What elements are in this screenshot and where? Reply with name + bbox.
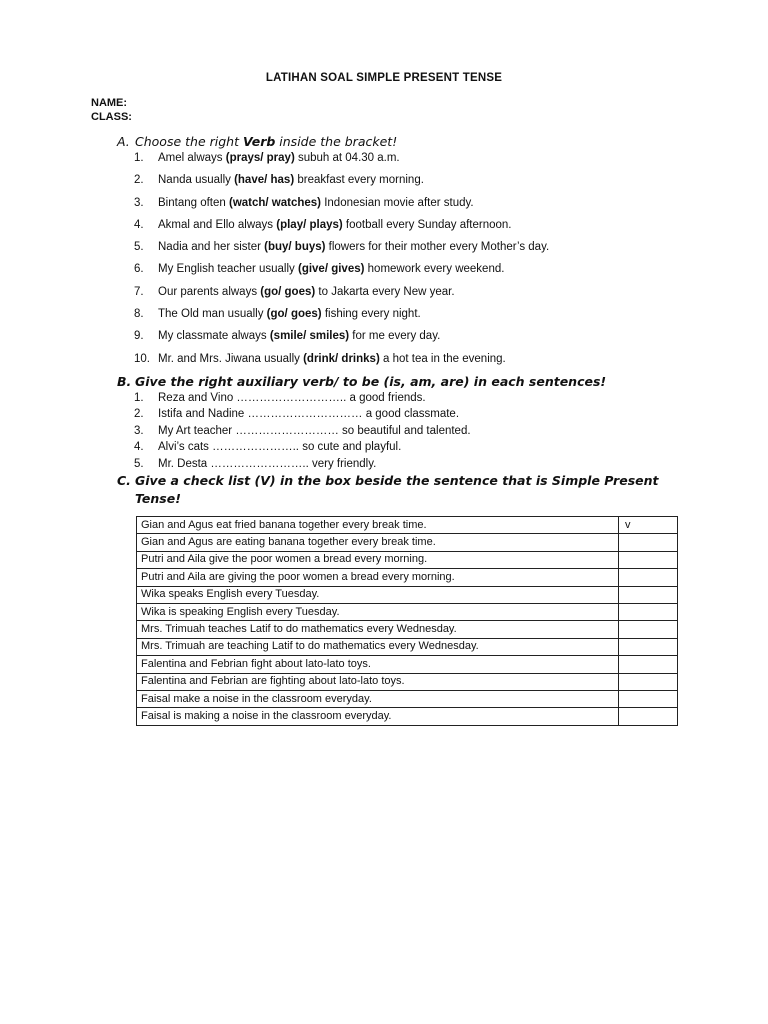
item-text: Reza and Vino ……………………….. a good friends. bbox=[158, 392, 426, 404]
list-item bbox=[134, 328, 549, 350]
table-row bbox=[137, 534, 678, 551]
list-item bbox=[134, 351, 549, 373]
item-text: My classmate always bbox=[158, 330, 270, 343]
item-choice: (prays/ pray) bbox=[225, 152, 295, 164]
table-row bbox=[137, 638, 678, 655]
item-choice: (give/ gives) bbox=[297, 263, 365, 276]
item-number: 4. bbox=[134, 441, 144, 454]
table-row bbox=[137, 656, 678, 673]
section-b-letter: B. bbox=[117, 374, 132, 389]
section-a-text-before: Choose the right bbox=[135, 134, 243, 149]
table-row bbox=[137, 569, 678, 586]
item-number: 3. bbox=[134, 196, 144, 209]
check-box-cell[interactable] bbox=[619, 569, 678, 586]
item-choice: (buy/ buys) bbox=[264, 241, 326, 254]
check-box-cell[interactable] bbox=[619, 656, 678, 673]
item-text: My English teacher usually bbox=[158, 263, 298, 276]
section-a-letter: A. bbox=[117, 134, 130, 149]
item-text: football every Sunday afternoon. bbox=[342, 218, 512, 231]
item-choice: (go/ goes) bbox=[260, 285, 316, 298]
section-a-text-bold: Verb bbox=[242, 134, 276, 149]
sentence-cell: Faisal is making a noise in the classroom everyday. bbox=[137, 708, 619, 725]
section-b-text-bold: auxiliary verb/ to be (is, am, are) bbox=[236, 374, 470, 389]
check-box-cell[interactable] bbox=[619, 638, 678, 655]
check-box-cell[interactable] bbox=[619, 586, 678, 603]
section-b-text-before: Give the right bbox=[135, 374, 237, 389]
item-choice: (play/ plays) bbox=[276, 218, 343, 231]
item-text: breakfast every morning. bbox=[294, 174, 424, 187]
item-choice: (have/ has) bbox=[234, 174, 295, 187]
section-c-heading-continued bbox=[135, 491, 181, 506]
list-item bbox=[134, 439, 471, 455]
item-number: 2. bbox=[134, 174, 144, 187]
table-row bbox=[137, 690, 678, 707]
item-number: 2. bbox=[134, 408, 144, 421]
list-item bbox=[134, 239, 549, 261]
list-item bbox=[134, 195, 549, 217]
check-box-cell[interactable] bbox=[619, 673, 678, 690]
list-item bbox=[134, 150, 549, 172]
item-text: Indonesian movie after study. bbox=[321, 196, 474, 209]
list-item bbox=[134, 284, 549, 306]
sentence-cell: Wika is speaking English every Tuesday. bbox=[137, 603, 619, 620]
item-text: Istifa and Nadine ………………………… a good classmate. bbox=[158, 408, 460, 421]
sentence-cell: Wika speaks English every Tuesday. bbox=[137, 586, 619, 603]
section-c-letter: C. bbox=[117, 473, 131, 488]
table-row bbox=[137, 551, 678, 568]
table-row bbox=[137, 621, 678, 638]
check-box-cell[interactable] bbox=[619, 708, 678, 725]
check-box-cell[interactable] bbox=[619, 621, 678, 638]
sentence-cell: Mrs. Trimuah teaches Latif to do mathematics every Wednesday. bbox=[137, 621, 619, 638]
sentence-cell: Mrs. Trimuah are teaching Latif to do mathematics every Wednesday. bbox=[137, 638, 619, 655]
list-item bbox=[134, 390, 471, 406]
item-number: 5. bbox=[134, 457, 144, 470]
check-box-cell[interactable] bbox=[619, 603, 678, 620]
table-row bbox=[137, 517, 678, 534]
item-number: 4. bbox=[134, 218, 144, 231]
sentence-cell: Putri and Aila give the poor women a bread every morning. bbox=[137, 551, 619, 568]
name-label: NAME: bbox=[91, 97, 128, 109]
checklist-table bbox=[136, 516, 678, 726]
check-box-cell[interactable] bbox=[619, 534, 678, 551]
list-item bbox=[134, 406, 471, 422]
item-text: flowers for their mother every Mother’s day. bbox=[325, 241, 550, 254]
list-item bbox=[134, 306, 549, 328]
sentence-cell: Falentina and Febrian fight about lato-lato toys. bbox=[137, 656, 619, 673]
item-choice: (watch/ watches) bbox=[228, 196, 322, 209]
item-number: 5. bbox=[134, 241, 144, 254]
section-b-text-after: in each sentences! bbox=[469, 374, 607, 389]
item-text: fishing every night. bbox=[321, 308, 421, 321]
item-text: Nanda usually bbox=[158, 174, 235, 187]
item-number: 10. bbox=[134, 352, 150, 365]
item-number: 1. bbox=[134, 392, 144, 404]
table-row bbox=[137, 603, 678, 620]
section-b-list bbox=[134, 390, 471, 472]
sentence-cell: Faisal make a noise in the classroom everyday. bbox=[137, 690, 619, 707]
item-number: 9. bbox=[134, 330, 144, 343]
list-item bbox=[134, 217, 549, 239]
item-text: a hot tea in the evening. bbox=[379, 352, 506, 365]
item-text: to Jakarta every New year. bbox=[315, 285, 455, 298]
item-text: The Old man usually bbox=[158, 308, 267, 321]
item-text: Akmal and Ello always bbox=[158, 218, 277, 231]
item-number: 7. bbox=[134, 285, 144, 298]
section-a-list bbox=[134, 150, 549, 373]
sentence-cell: Gian and Agus eat fried banana together every break time. bbox=[137, 517, 619, 534]
section-c-line1: Give a check list (V) in the box beside the sentence that is Simple Present bbox=[135, 473, 659, 488]
section-c-line2: Tense! bbox=[135, 491, 181, 506]
check-box-cell[interactable]: v bbox=[619, 517, 678, 534]
class-label: CLASS: bbox=[91, 111, 132, 123]
sentence-cell: Putri and Aila are giving the poor women a bread every morning. bbox=[137, 569, 619, 586]
list-item bbox=[134, 456, 471, 472]
item-text: My Art teacher ……………………… so beautiful and talented. bbox=[158, 424, 471, 437]
section-b-heading bbox=[117, 374, 606, 389]
sentence-cell: Gian and Agus are eating banana together every break time. bbox=[137, 534, 619, 551]
item-text: Amel always bbox=[158, 152, 226, 164]
page-title: LATIHAN SOAL SIMPLE PRESENT TENSE bbox=[265, 72, 503, 84]
item-text: subuh at 04.30 a.m. bbox=[294, 152, 400, 164]
list-item bbox=[134, 172, 549, 194]
table-row bbox=[137, 673, 678, 690]
section-a-heading bbox=[117, 134, 397, 149]
item-number: 6. bbox=[134, 263, 144, 276]
check-box-cell[interactable] bbox=[619, 551, 678, 568]
table-row bbox=[137, 708, 678, 725]
item-text: Alvi’s cats ………………….. so cute and playful. bbox=[158, 441, 402, 454]
item-number: 3. bbox=[134, 424, 144, 437]
item-text: Our parents always bbox=[158, 285, 261, 298]
item-text: Nadia and her sister bbox=[158, 241, 265, 254]
item-text: Bintang often bbox=[158, 196, 229, 209]
item-text: Mr. and Mrs. Jiwana usually bbox=[158, 352, 304, 365]
list-item bbox=[134, 261, 549, 283]
section-a-text-after: inside the bracket! bbox=[275, 134, 398, 149]
list-item bbox=[134, 423, 471, 439]
item-choice: (drink/ drinks) bbox=[303, 352, 380, 365]
section-c-heading bbox=[117, 473, 659, 488]
item-text: for me every day. bbox=[349, 330, 441, 343]
item-number: 8. bbox=[134, 308, 144, 321]
sentence-cell: Falentina and Febrian are fighting about lato-lato toys. bbox=[137, 673, 619, 690]
table-row bbox=[137, 586, 678, 603]
item-text: homework every weekend. bbox=[364, 263, 505, 276]
check-box-cell[interactable] bbox=[619, 690, 678, 707]
item-choice: (smile/ smiles) bbox=[269, 330, 350, 343]
item-number: 1. bbox=[134, 152, 144, 164]
item-text: Mr. Desta …………………….. very friendly. bbox=[158, 457, 377, 470]
item-choice: (go/ goes) bbox=[266, 308, 322, 321]
